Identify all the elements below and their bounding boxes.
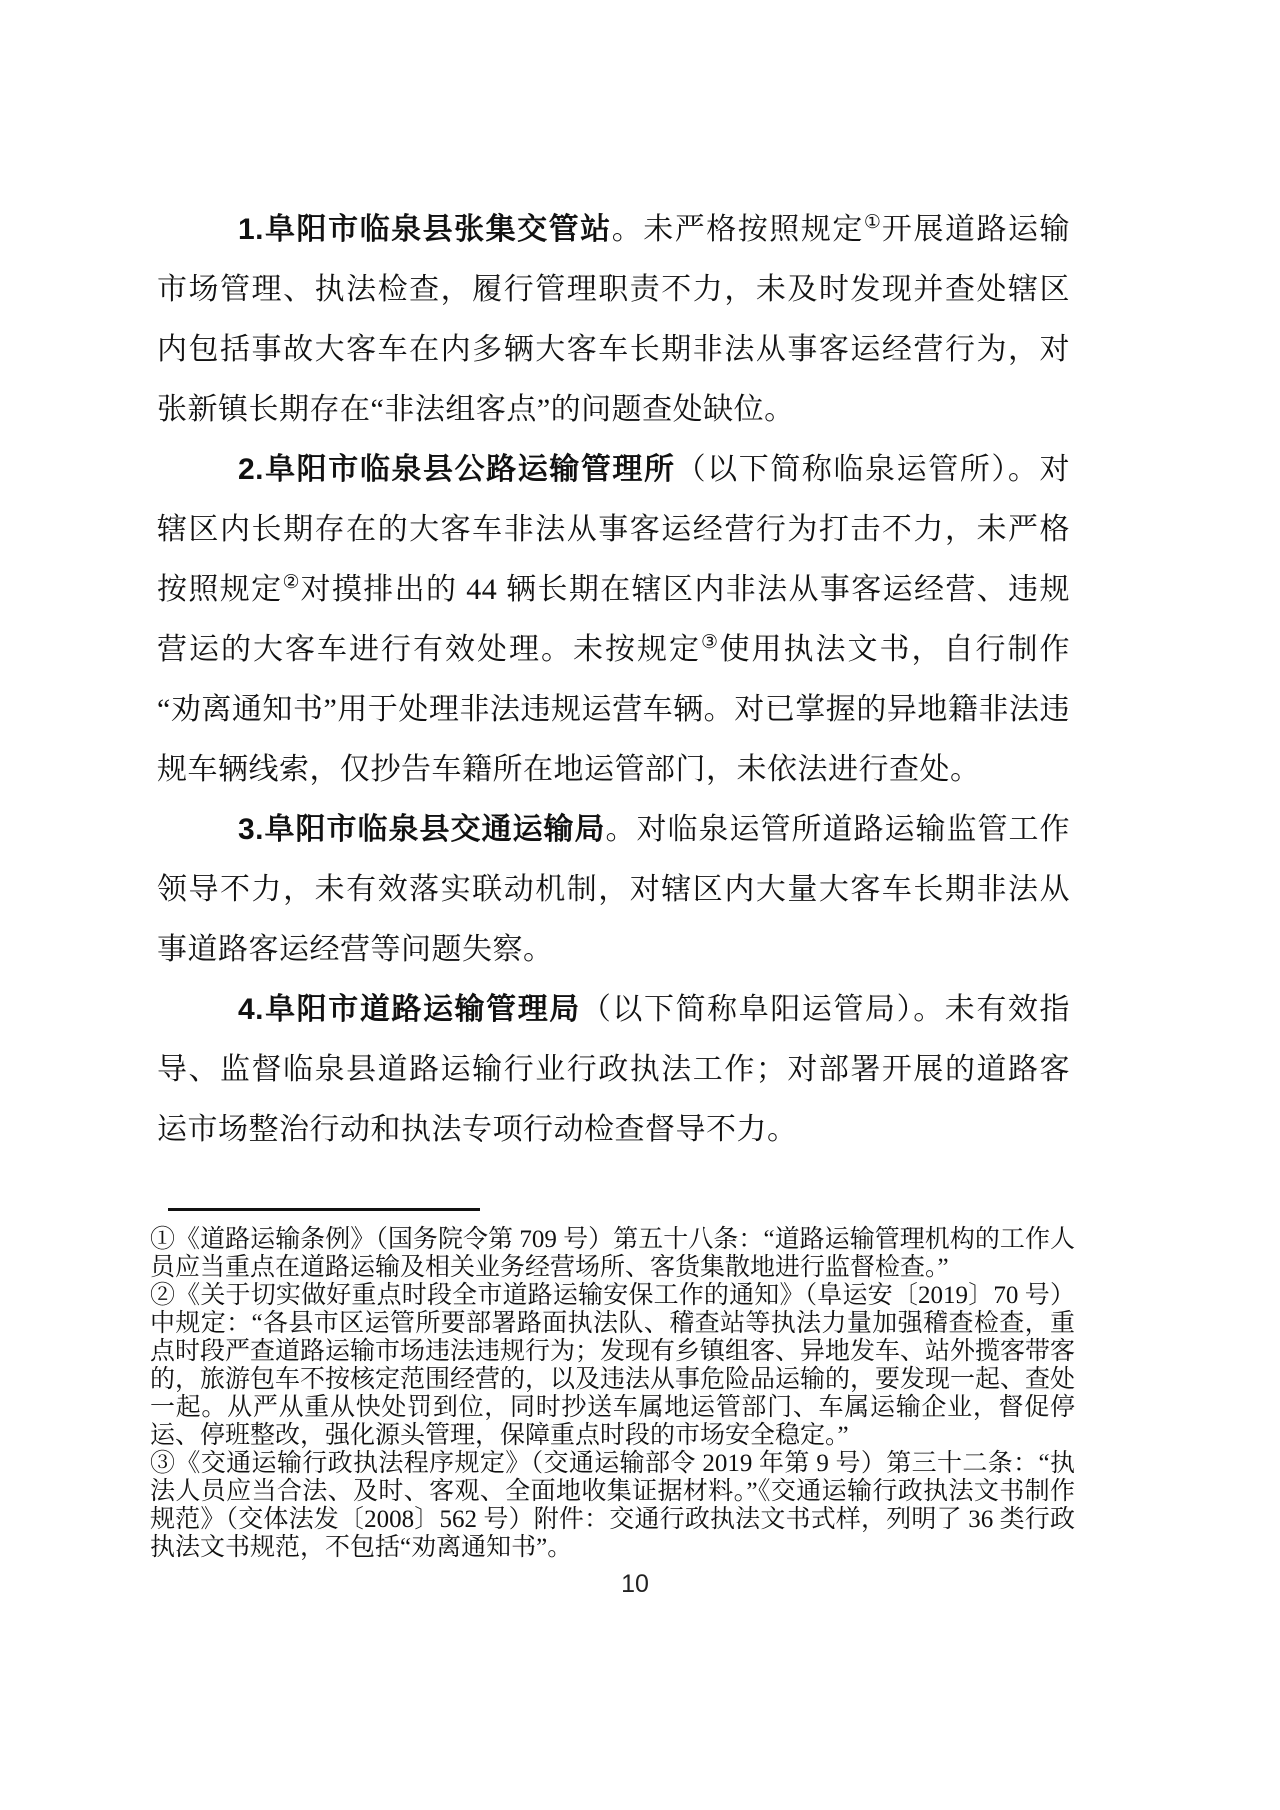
paragraph-1-text: 。未严格按照规定 xyxy=(611,213,864,246)
body-paragraph-2 xyxy=(157,440,1070,800)
paragraph-2-text: （以下简称临泉运管所）。对辖区内长期存在的大客车非法从事客运经营行为打击不力，未严格按照规定 xyxy=(157,453,1071,606)
footnote-ref-3-icon: ③ xyxy=(700,632,720,653)
paragraph-4-text: （以下简称阜阳运管局）。未有效指导、监督临泉县道路运输行业行政执法工作；对部署开展的道路客运市场整治行动和执法专项行动检查督导不力。 xyxy=(157,993,1070,1146)
body-paragraph-4 xyxy=(157,980,1070,1160)
paragraph-3-text: 。对临泉运管所道路运输监管工作领导不力，未有效落实联动机制，对辖区内大量大客车长期非法从事道路客运经营等问题失察。 xyxy=(157,813,1070,966)
paragraph-2-text: 使用执法文书，自行制作“劝离通知书”用于处理非法违规运营车辆。对已掌握的异地籍非法违规车辆线索，仅抄告车籍所在地运管部门，未依法进行查处。 xyxy=(157,633,1071,786)
body-text-block xyxy=(157,200,1070,1160)
body-paragraph-3 xyxy=(157,800,1070,980)
paragraph-1-text: 开展道路运输市场管理、执法检查，履行管理职责不力，未及时发现并查处辖区内包括事故大客车在内多辆大客车长期非法从事客运经营行为，对张新镇长期存在“非法组客点”的问题查处缺位。 xyxy=(157,213,1071,426)
page-number: 10 xyxy=(621,1570,649,1598)
footnote-3: ③《交通运输行政执法程序规定》（交通运输部令 2019 年第 9 号）第三十二条：“执法人员应当合法、及时、客观、全面地收集证据材料。”《交通运输行政执法文书制作规范》（交体法发〔2008〕562 号）附件：交通行政执法文书式样，列明了 36 类行政执法文书规范，不包括“劝离通知书”。 xyxy=(150,1450,1075,1561)
body-paragraph-1 xyxy=(157,200,1070,440)
footnote-2: ②《关于切实做好重点时段全市道路运输安保工作的通知》（阜运安〔2019〕70 号）中规定：“各县市区运管所要部署路面执法队、稽查站等执法力量加强稽查检查，重点时段严查道路运输市场违法违规行为；发现有乡镇组客、异地发车、站外揽客带客的，旅游包车不按核定范围经营的，以及违法从事危险品运输的，要发现一起、查处一起。从严从重从快处罚到位，同时抄送车属地运管部门、车属运输企业，督促停运、停班整改，强化源头管理，保障重点时段的市场安全稳定。” xyxy=(150,1282,1076,1449)
paragraph-3-heading: 3.阜阳市临泉县交通运输局 xyxy=(238,813,606,846)
paragraph-1-heading: 1.阜阳市临泉县张集交管站 xyxy=(238,213,612,246)
paragraph-2-heading: 2.阜阳市临泉县公路运输管理所 xyxy=(238,453,676,486)
footnote-separator xyxy=(168,1208,480,1211)
paragraph-4-heading: 4.阜阳市道路运输管理局 xyxy=(238,993,581,1026)
footnotes-block xyxy=(150,1226,1075,1562)
footnote-ref-2-icon: ② xyxy=(282,572,301,593)
footnote-ref-1-icon: ① xyxy=(863,212,882,233)
footnote-1: ①《道路运输条例》（国务院令第 709 号）第五十八条：“道路运输管理机构的工作人员应当重点在道路运输及相关业务经营场所、客货集散地进行监督检查。” xyxy=(150,1226,1075,1281)
paragraph-2-text: 对摸排出的 44 辆长期在辖区内非法从事客运经营、违规营运的大客车进行有效处理。未按规定 xyxy=(157,573,1071,666)
